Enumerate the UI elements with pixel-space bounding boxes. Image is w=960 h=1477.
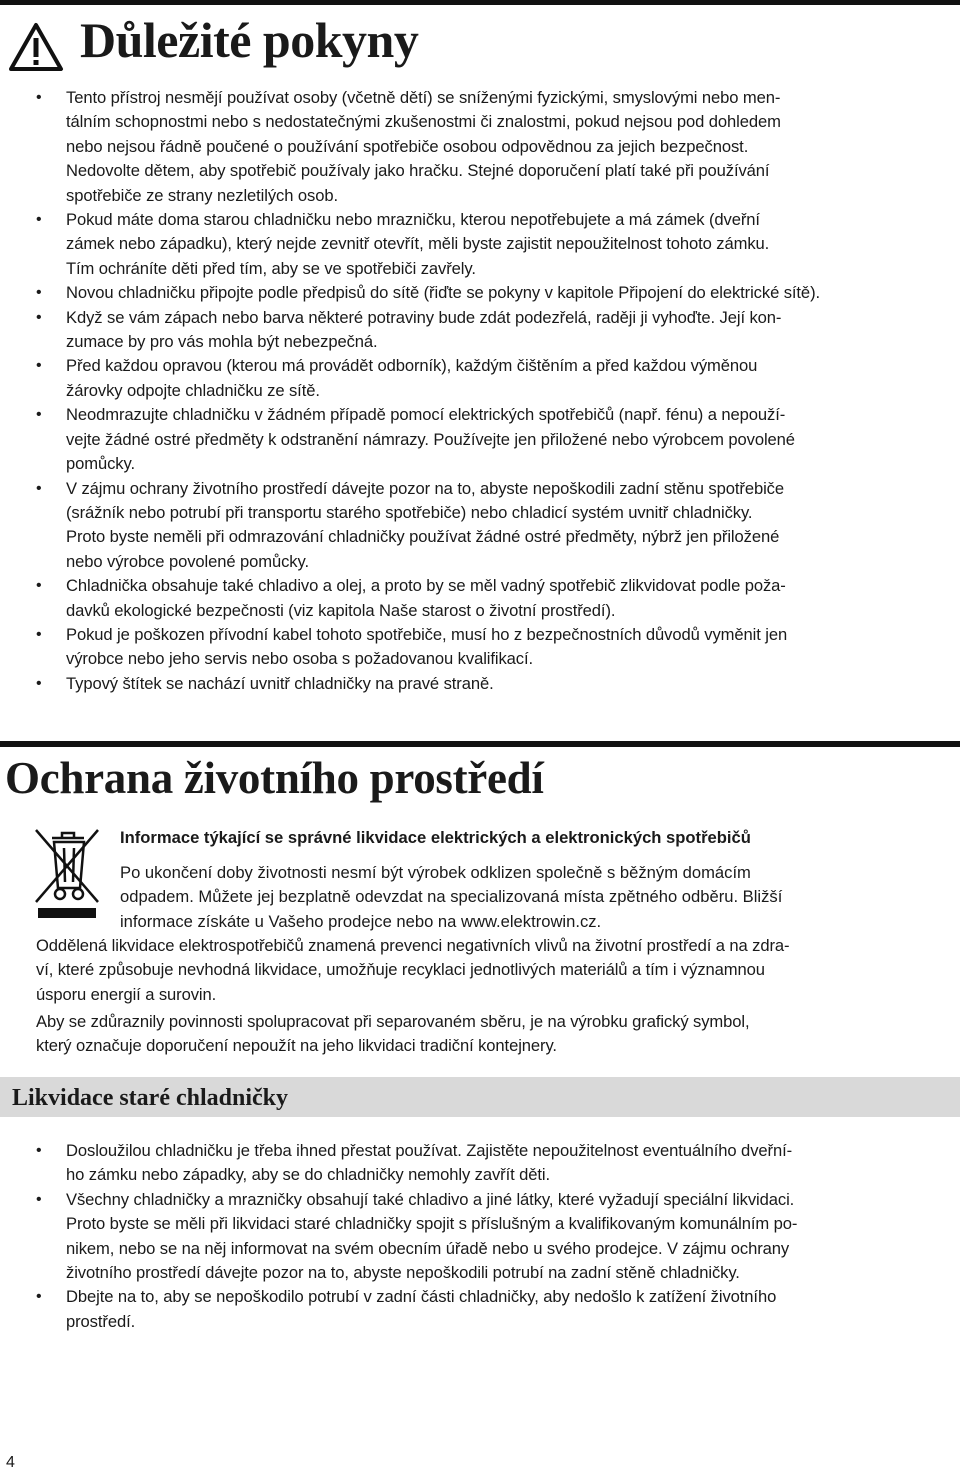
text-line: (srážník nebo potrubí při transportu starého spotřebiče) nebo chladicí systém uvnitř chladničky. (66, 502, 753, 522)
warning-triangle-icon (8, 22, 64, 77)
bullet-list (36, 1139, 958, 1334)
text-line: Všechny chladničky a mrazničky obsahují také chladivo a jiné látky, které vyžadují speciální likvidaci. (66, 1189, 795, 1209)
text-line: Chladnička obsahuje také chladivo a olej, a proto by se měl vadný spotřebič zlikvidovat podle poža- (66, 576, 786, 596)
subsection-title-disposal: Likvidace staré chladničky (12, 1085, 289, 1111)
list-item (36, 403, 958, 476)
list-item (36, 208, 958, 281)
important-instructions (36, 86, 958, 696)
text-line: ví, které způsobuje nevhodná likvidace, umožňuje recyklaci jednotlivých materiálů a tím i významnou (36, 960, 765, 980)
text-line: zámek nebo západku), který nejde zevnitř otevřít, měli byste zajistit nepoužitelnost tohoto zámku. (66, 234, 770, 254)
text-line: výrobce nebo jeho servis nebo osoba s požadovanou kvalifikací. (66, 649, 534, 669)
bullet-icon: • (36, 89, 42, 106)
text-line: pomůcky. (66, 454, 135, 474)
text-line: nikem, nebo se na něj informovat na svém obecním úřadě nebo u svého prodejce. V zájmu ochrany (66, 1238, 790, 1258)
list-item (36, 1139, 958, 1188)
text-line: vejte žádné ostré předměty k odstranění námrazy. Používejte jen přiložené nebo výrobcem povolené (66, 429, 795, 449)
bullet-icon: • (36, 357, 42, 375)
list-item (36, 86, 958, 208)
list-item (36, 281, 958, 305)
text-line: Dbejte na to, aby se nepoškodilo potrubí v zadní části chladničky, aby nedošlo k zatížení životního (66, 1287, 777, 1307)
bullet-icon: • (36, 1142, 42, 1159)
list-item (36, 1285, 958, 1334)
bullet-list (36, 86, 958, 696)
text-line: Když se vám zápach nebo barva některé potraviny bude zdát podezřelá, raději ji vyhoďte. Její kon- (66, 307, 782, 327)
text-line: Oddělená likvidace elektrospotřebičů znamená prevenci negativních vlivů na životní prostředí a na zdra- (36, 936, 790, 955)
list-item (36, 1188, 958, 1286)
text-line: Pokud máte doma starou chladničku nebo mrazničku, kterou nepotřebujete a má zámek (dveřní (66, 210, 760, 230)
list-item (36, 306, 958, 355)
text-line: Aby se zdůraznily povinnosti spolupracovat při separovaném sběru, je na výrobku grafický symbol, (36, 1012, 750, 1031)
section-title-environment: Ochrana životního prostředí (5, 753, 544, 803)
text-line: spotřebiče ze strany nezletilých osob. (66, 185, 338, 205)
bullet-icon: • (36, 406, 42, 424)
list-item (36, 672, 958, 696)
list-item (36, 623, 958, 672)
text-line: zumace by pro vás mohla být nebezpečná. (66, 332, 378, 352)
text-line: Tím ochráníte děti před tím, aby se ve spotřebiči zavřely. (66, 258, 476, 278)
paragraph-separate-disposal (36, 934, 958, 1007)
page-number: 4 (6, 1454, 15, 1471)
text-line: Typový štítek se nachází uvnitř chladničky na pravé straně. (66, 673, 494, 693)
text-line: Proto byste se měli při likvidaci staré chladničky spojit s příslušným a kvalifikovaným komunálním po- (66, 1214, 798, 1234)
bullet-icon: • (36, 211, 42, 229)
text-line: nebo nejsou řádně poučené o používání spotřebiče osobou odpovědnou za jejich bezpečnost. (66, 136, 749, 156)
list-item (36, 354, 958, 403)
list-item (36, 477, 958, 575)
section-header-important (0, 8, 960, 72)
section-rule (0, 741, 960, 747)
bullet-icon: • (36, 1288, 42, 1306)
bullet-icon: • (36, 284, 42, 302)
weee-info-text (120, 861, 940, 934)
text-line: davků ekologické bezpečnosti (viz kapitola Naše starost o životní prostředí). (66, 600, 616, 620)
page-title: Důležité pokyny (80, 12, 419, 68)
text-line: Novou chladničku připojte podle předpisů do sítě (řiďte se pokyny v kapitole Připojení do elektrické sítě). (66, 283, 820, 303)
text-line: Dosloužilou chladničku je třeba ihned přestat používat. Zajistěte nepoužitelnost eventuálního dveřní- (66, 1141, 793, 1160)
bullet-icon: • (36, 625, 42, 643)
top-rule (0, 0, 960, 5)
weee-info-heading: Informace týkající se správné likvidace elektrických a elektronických spotřebičů (120, 828, 751, 847)
text-line: ho zámku nebo západky, aby se do chladničky nemohly zavřít děti. (66, 1165, 550, 1185)
text-line: životního prostředí dávejte pozor na to, abyste nepoškodili potrubí na zadní stěně chladničky. (66, 1263, 740, 1283)
list-item (36, 574, 958, 623)
text-line: V zájmu ochrany životního prostředí dávejte pozor na to, abyste nepoškodili zadní stěnu spotřebiče (66, 478, 784, 498)
text-line: informace získáte u Vašeho prodejce nebo na www.elektrowin.cz. (120, 911, 602, 931)
bullet-icon: • (36, 577, 42, 595)
text-line: který označuje doporučení nepoužít na jeho likvidaci tradiční kontejnery. (36, 1036, 557, 1056)
text-line: Nedovolte dětem, aby spotřebič používaly jako hračku. Stejné doporučení platí také při používání (66, 161, 770, 181)
bullet-icon: • (36, 1190, 42, 1208)
text-line: Neodmrazujte chladničku v žádném případě pomocí elektrických spotřebičů (např. fénu) a nepouží- (66, 405, 786, 425)
text-line: Před každou opravou (kterou má provádět odborník), každým čištěním a před každou výměnou (66, 356, 758, 376)
text-line: prostředí. (66, 1311, 136, 1331)
bullet-icon: • (36, 479, 42, 497)
paragraph-symbol-meaning (36, 1010, 958, 1059)
text-line: nebo výrobce povolené pomůcky. (66, 551, 309, 571)
text-line: Po ukončení doby životnosti nesmí být výrobek odklizen společně s běžným domácím (120, 863, 751, 882)
bullet-icon: • (36, 674, 42, 692)
text-line: Proto byste neměli při odmrazování chladničky používat žádné ostré předměty, nýbrž jen přiložené (66, 527, 780, 547)
text-line: Pokud je poškozen přívodní kabel tohoto spotřebiče, musí ho z bezpečnostních důvodů vyměnit jen (66, 624, 788, 644)
text-line: žárovky odpojte chladničku ze sítě. (66, 380, 320, 400)
text-line: Tento přístroj nesmějí používat osoby (včetně dětí) se sníženými fyzickými, smyslovými nebo men- (66, 88, 781, 107)
text-line: úsporu energií a surovin. (36, 984, 217, 1004)
text-line: tálním schopnostmi nebo s nedostatečnými zkušenostmi či znalostmi, pokud nejsou pod dohledem (66, 112, 781, 132)
bullet-icon: • (36, 308, 42, 326)
text-line: odpadem. Můžete jej bezplatně odevzdat na specializovaná místa zpětného odběru. Bližší (120, 887, 783, 907)
disposal-instructions (36, 1139, 958, 1334)
crossed-out-wheelie-bin-icon (32, 826, 102, 922)
